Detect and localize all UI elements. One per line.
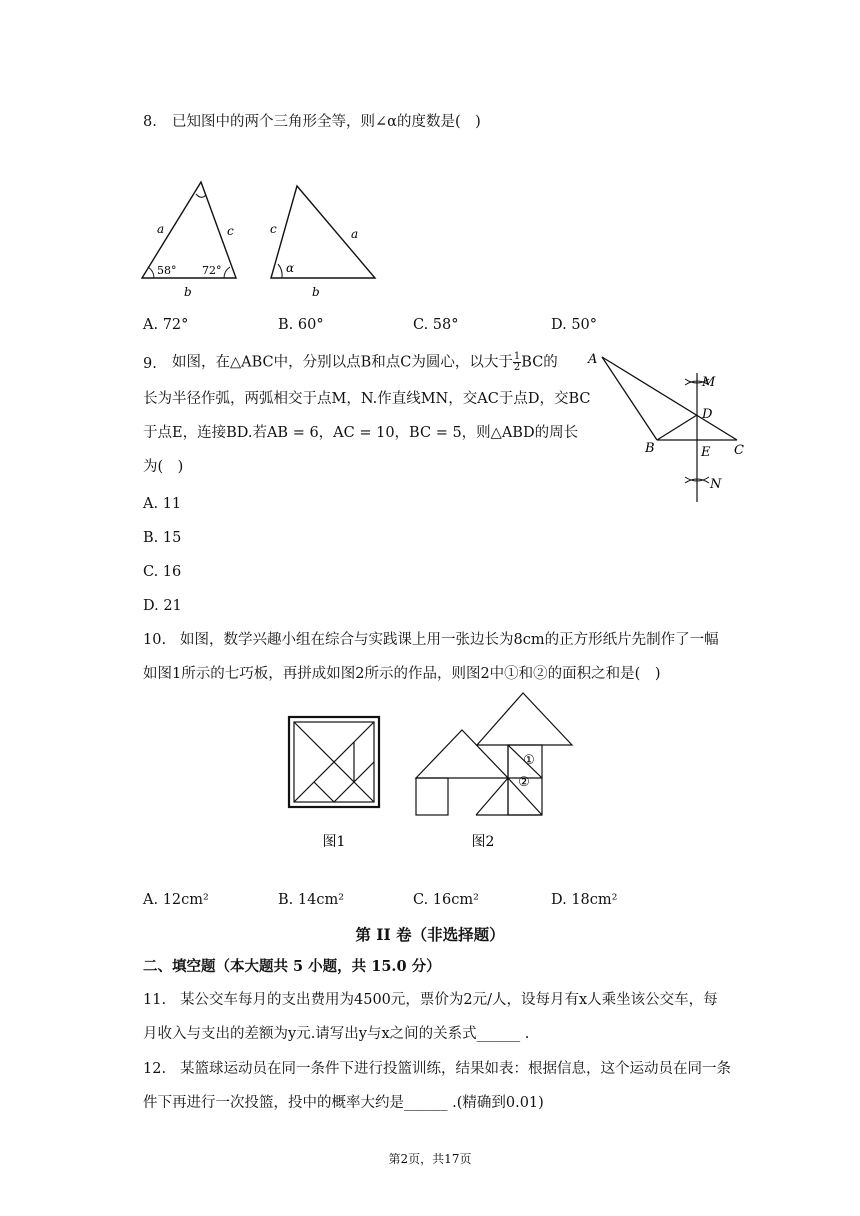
q9-option-c: C. 16	[143, 564, 182, 580]
q8-option-d: D. 50°	[551, 317, 598, 333]
q9-option-d: D. 21	[143, 598, 182, 614]
q10-fig2-caption: 图2	[471, 834, 495, 850]
q9-option-b: B. 15	[143, 530, 182, 546]
q9-option-a: A. 11	[143, 496, 182, 512]
q8-right-label-b: b	[312, 285, 320, 299]
q10-number: 10.	[143, 632, 167, 648]
q8-right-label-a: a	[351, 227, 359, 241]
q8-stem: 已知图中的两个三角形全等，则∠α的度数是( )	[172, 114, 481, 130]
q9-line1: 如图，在△ABC中，分别以点B和点C为圆心，以大于 $\frac{1}{2}$ BC的	[172, 351, 558, 373]
q8-left-angle-58: 58°	[157, 264, 177, 277]
svg-text:D: D	[702, 407, 713, 422]
svg-text:C: C	[734, 443, 744, 458]
q11-line1: 某公交车每月的支出费用为4500元，票价为2元/人，设每月有x人乘坐该公交车，每	[180, 992, 718, 1008]
q10-fig1-caption: 图1	[322, 834, 346, 850]
q8-right-label-alpha: α	[286, 261, 295, 275]
page-footer: 第2页，共17页	[388, 1152, 472, 1166]
q8-left-label-c: c	[227, 224, 234, 238]
svg-text:B: B	[645, 441, 655, 456]
q8-left-bottomleft-arc	[148, 267, 154, 278]
q10-option-c: C. 16cm²	[413, 892, 479, 908]
q9-number: 9.	[143, 356, 157, 372]
q10-figure2	[410, 688, 580, 858]
section-title: 第 II 卷（非选择题）	[355, 925, 505, 944]
q8-option-b: B. 60°	[278, 317, 324, 333]
q8-number: 8.	[143, 114, 157, 130]
q10-option-a: A. 12cm²	[143, 892, 209, 908]
q9-line2: 长为半径作弧，两弧相交于点M，N.作直线MN，交AC于点D，交BC	[143, 391, 591, 407]
fill-blank-heading: 二、填空题（本大题共 5 小题，共 15.0 分）	[143, 958, 441, 975]
q8-option-c: C. 58°	[413, 317, 459, 333]
q12-number: 12.	[143, 1061, 167, 1077]
q10-line1: 如图，数学兴趣小组在综合与实践课上用一张边长为8cm的正方形纸片先制作了一幅	[180, 632, 719, 648]
svg-text:N: N	[710, 477, 722, 492]
q9-fraction: $\frac{1}{2}$	[513, 351, 521, 373]
svg-text:E: E	[701, 445, 711, 460]
q8-left-bottomright-arc	[224, 267, 230, 278]
q8-right-label-c: c	[270, 222, 277, 236]
q9-line3: 于点E，连接BD.若AB = 6，AC = 10，BC = 5，则△ABD的周长	[143, 425, 579, 441]
q10-option-b: B. 14cm²	[278, 892, 345, 908]
q8-option-a: A. 72°	[143, 317, 189, 333]
q10-figure1	[287, 715, 382, 855]
svg-text:M: M	[702, 375, 716, 390]
q10-fig2-mark2: ②	[518, 775, 530, 790]
q8-left-label-b: b	[184, 285, 192, 299]
q10-fig2-mark1: ①	[523, 753, 535, 768]
q8-figure	[135, 175, 385, 300]
q11-line2: 月收入与支出的差额为y元.请写出y与x之间的关系式______ .	[143, 1026, 530, 1042]
q8-left-angle-72: 72°	[202, 264, 222, 277]
q12-line1: 某篮球运动员在同一条件下进行投篮训练，结果如表：根据信息，这个运动员在同一条	[180, 1061, 731, 1077]
q10-option-d: D. 18cm²	[551, 892, 618, 908]
q8-left-top-arc	[196, 194, 206, 197]
q9-figure	[585, 345, 755, 510]
q9-line4: 为( )	[143, 459, 184, 475]
q10-line2: 如图1所示的七巧板，再拼成如图2所示的作品，则图2中①和②的面积之和是( )	[143, 666, 661, 682]
q8-right-angle-arc	[278, 264, 282, 278]
svg-text:A: A	[588, 352, 598, 367]
q12-line2: 件下再进行一次投篮，投中的概率大约是______ .(精确到0.01)	[143, 1095, 544, 1111]
q11-number: 11.	[143, 992, 167, 1008]
q8-left-label-a: a	[157, 222, 165, 236]
